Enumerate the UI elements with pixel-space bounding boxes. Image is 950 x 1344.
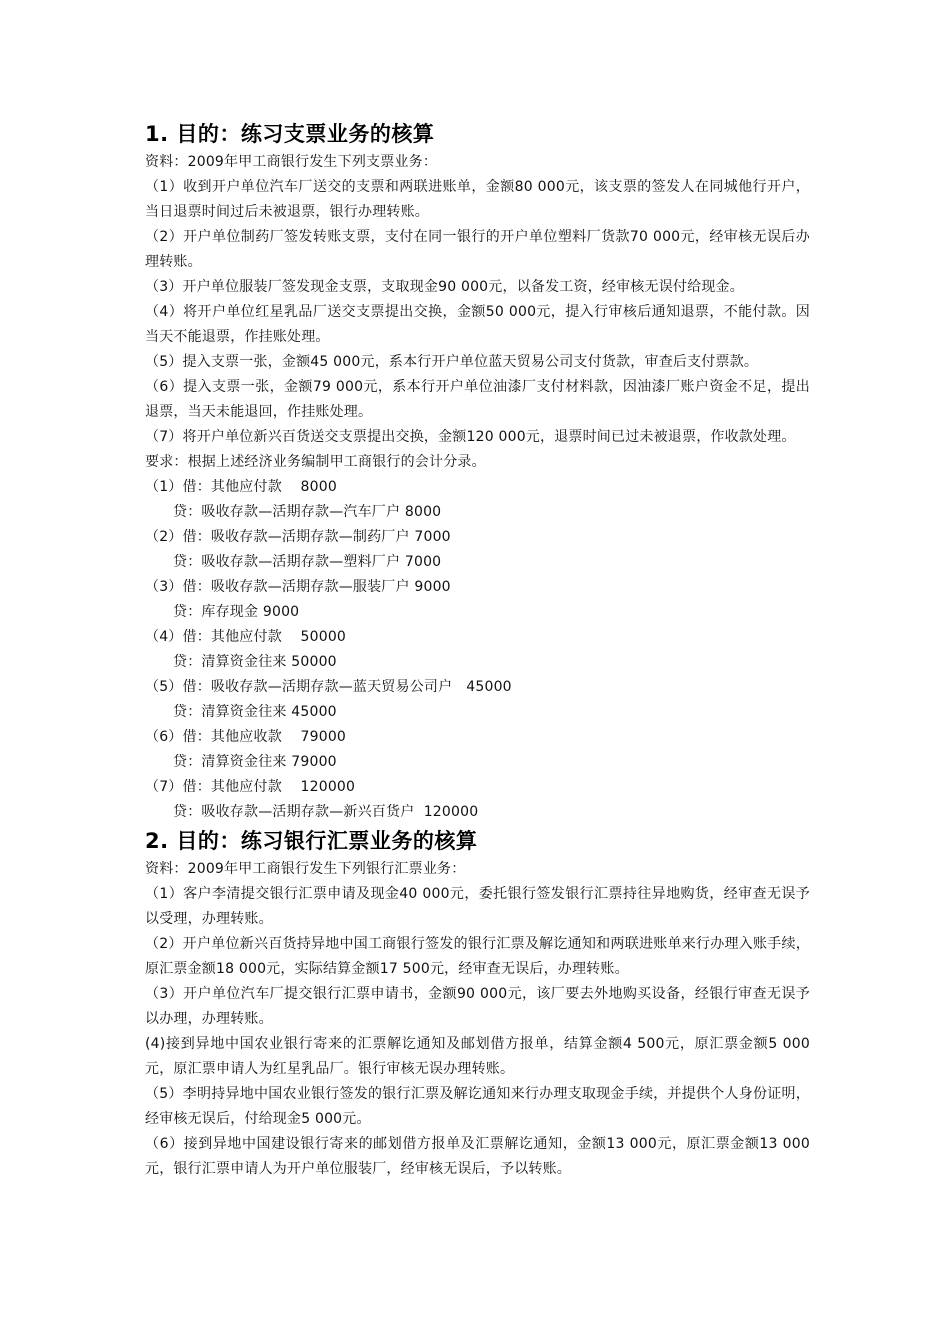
entry-debit: （2）借：吸收存款—活期存款—制药厂户 7000 [145,529,451,545]
section2-title: 2. 目的：练习银行汇票业务的核算 [145,829,478,853]
section2-item: （2）开户单位新兴百货持异地中国工商银行签发的银行汇票及解讫通知和两联进账单来行办理入账手续，原汇票金额18 000元，实际结算金额17 500元，经审查无误后，办理转账。 [145,936,810,977]
entry-debit: （1）借：其他应付款 8000 [145,479,337,495]
entry-debit: （5）借：吸收存款—活期存款—蓝天贸易公司户 45000 [145,679,512,695]
entry-debit: （7）借：其他应付款 120000 [145,779,356,795]
section1-item: （4）将开户单位红星乳品厂送交支票提出交换，金额50 000元，提入行审核后通知退票，不能付款。因当天不能退票，作挂账处理。 [145,304,810,345]
journal-entries [145,475,810,825]
section1-title: 1. 目的：练习支票业务的核算 [145,122,435,146]
entry-credit: 贷：吸收存款—活期存款—汽车厂户 8000 [173,504,442,520]
section1-item: （7）将开户单位新兴百货送交支票提出交换，金额120 000元，退票时间已过未被退票，作收款处理。 [145,429,796,445]
section1-item: （6）提入支票一张，金额79 000元，系本行开户单位油漆厂支付材料款，因油漆厂账户资金不足，提出退票，当天未能退回，作挂账处理。 [145,379,810,420]
entry-debit: （4）借：其他应付款 50000 [145,629,347,645]
entry-credit: 贷：吸收存款—活期存款—新兴百货户 120000 [173,804,479,820]
entry-credit: 贷：库存现金 9000 [173,604,300,620]
entry-credit: 贷：清算资金往来 45000 [173,704,337,720]
section2-item: （3）开户单位汽车厂提交银行汇票申请书，金额90 000元，该厂要去外地购买设备，经银行审查无误予以办理，办理转账。 [145,986,810,1027]
entry-debit: （6）借：其他应收款 79000 [145,729,347,745]
entry-debit: （3）借：吸收存款—活期存款—服装厂户 9000 [145,579,451,595]
section1-item: （1）收到开户单位汽车厂送交的支票和两联进账单，金额80 000元，该支票的签发人在同城他行开户，当日退票时间过后未被退票，银行办理转账。 [145,179,810,220]
section2-intro: 资料：2009年甲工商银行发生下列银行汇票业务： [145,861,466,877]
section1-intro: 资料：2009年甲工商银行发生下列支票业务： [145,154,438,170]
entry-credit: 贷：清算资金往来 50000 [173,654,337,670]
document-page [145,118,810,1182]
section1-item: （3）开户单位服装厂签发现金支票，支取现金90 000元，以备发工资，经审核无误付给现金。 [145,279,744,295]
section2-item: （1）客户李清提交银行汇票申请及现金40 000元，委托银行签发银行汇票持往异地购货，经审查无误予以受理，办理转账。 [145,886,810,927]
section1-requirement: 要求：根据上述经济业务编制甲工商银行的会计分录。 [145,454,486,470]
entry-credit: 贷：吸收存款—活期存款—塑料厂户 7000 [173,554,442,570]
section2-item: (4)接到异地中国农业银行寄来的汇票解讫通知及邮划借方报单，结算金额4 500元，原汇票金额5 000元，原汇票申请人为红星乳品厂。银行审核无误办理转账。 [145,1036,810,1077]
section1-item: （5）提入支票一张，金额45 000元，系本行开户单位蓝天贸易公司支付货款，审查后支付票款。 [145,354,759,370]
section1-item: （2）开户单位制药厂签发转账支票，支付在同一银行的开户单位塑料厂货款70 000元，经审核无误后办理转账。 [145,229,810,270]
section2-item: （5）李明持异地中国农业银行签发的银行汇票及解讫通知来行办理支取现金手续，并提供个人身份证明，经审核无误后，付给现金5 000元。 [145,1086,810,1127]
section2-item: （6）接到异地中国建设银行寄来的邮划借方报单及汇票解讫通知，金额13 000元，原汇票金额13 000元，银行汇票申请人为开户单位服装厂，经审核无误后，予以转账。 [145,1136,810,1177]
entry-credit: 贷：清算资金往来 79000 [173,754,337,770]
